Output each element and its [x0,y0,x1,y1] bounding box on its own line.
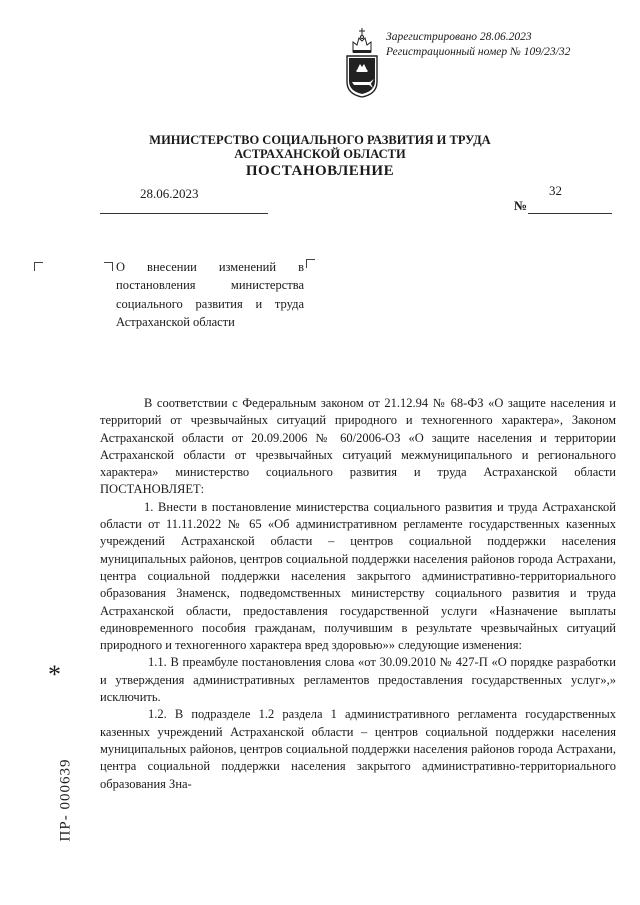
margin-star-mark: * [48,660,61,689]
corner-mark-left [34,262,43,271]
registration-date: Зарегистрировано 28.06.2023 [386,31,532,43]
ministry-header [0,133,640,181]
date-underline [100,213,268,214]
document-date: 28.06.2023 [140,186,199,201]
registration-number: Регистрационный номер № 109/23/32 [386,46,571,58]
ministry-name-line1: МИНИСТЕРСТВО СОЦИАЛЬНОГО РАЗВИТИЯ И ТРУДА [149,133,491,147]
document-subject: О внесении изменений в постановления министерства социального развития и труда Астраханской области [116,260,304,329]
corner-mark-subject-left [104,262,113,271]
corner-mark-subject-right [306,259,315,268]
document-type: ПОСТАНОВЛЕНИЕ [245,163,395,179]
ministry-name-line2: АСТРАХАНСКОЙ ОБЛАСТИ [234,147,406,161]
document-body [100,395,616,793]
number-sign: № [514,198,528,213]
document-number: 32 [549,183,562,198]
paragraph-preamble: В соответствии с Федеральным законом от 21.12.94 № 68-ФЗ «О защите населения и территорий от чрезвычайных ситуаций природного и техногенного характера», Законом Астраханской области от 20.09.2006 № 60/2006-ОЗ «О защите населения и территории Астраханской области от чрезвычайных ситуаций межмуниципального и регионального характера» министерство социального развития и труда Астраханской области ПОСТАНОВЛЯЕТ: [100,396,616,497]
registration-stamp [386,30,570,60]
astrakhan-coat-of-arms-icon [344,24,380,98]
margin-serial-code: ПР- 000639 [57,758,74,842]
paragraph-item-1: 1. Внести в постановление министерства социального развития и труда Астраханской области от 11.11.2022 № 65 «Об административном регламенте государственных казенных учреждений Астраханской области – центров социальной поддержки населения муниципальных районов, центров социальной поддержки населения районов города Астрахани, центра социальной поддержки населения закрытого административно-территориального образования Знаменск, подведомственных министерству социального развития и труда Астраханской области, предоставления государственной услуги «Назначение выплаты единовременного пособия гражданам, получившим в результате чрезвычайных ситуаций природного и техногенного характера вред здоровью»» следующие изменения: [100,499,616,653]
number-underline [528,213,612,214]
paragraph-item-1-1: 1.1. В преамбуле постановления слова «от 30.09.2010 № 427-П «О порядке разработки и утверждения административных регламентов предоставления государственных услуг»,» исключить. [100,655,616,705]
paragraph-item-1-2: 1.2. В подразделе 1.2 раздела 1 административного регламента государственных казенных учреждений Астраханской области – центров социальной поддержки населения муниципальных районов, центров социальной поддержки населения районов города Астрахани, центра социальной поддержки населения закрытого административно-территориального образования Зна- [100,707,616,791]
